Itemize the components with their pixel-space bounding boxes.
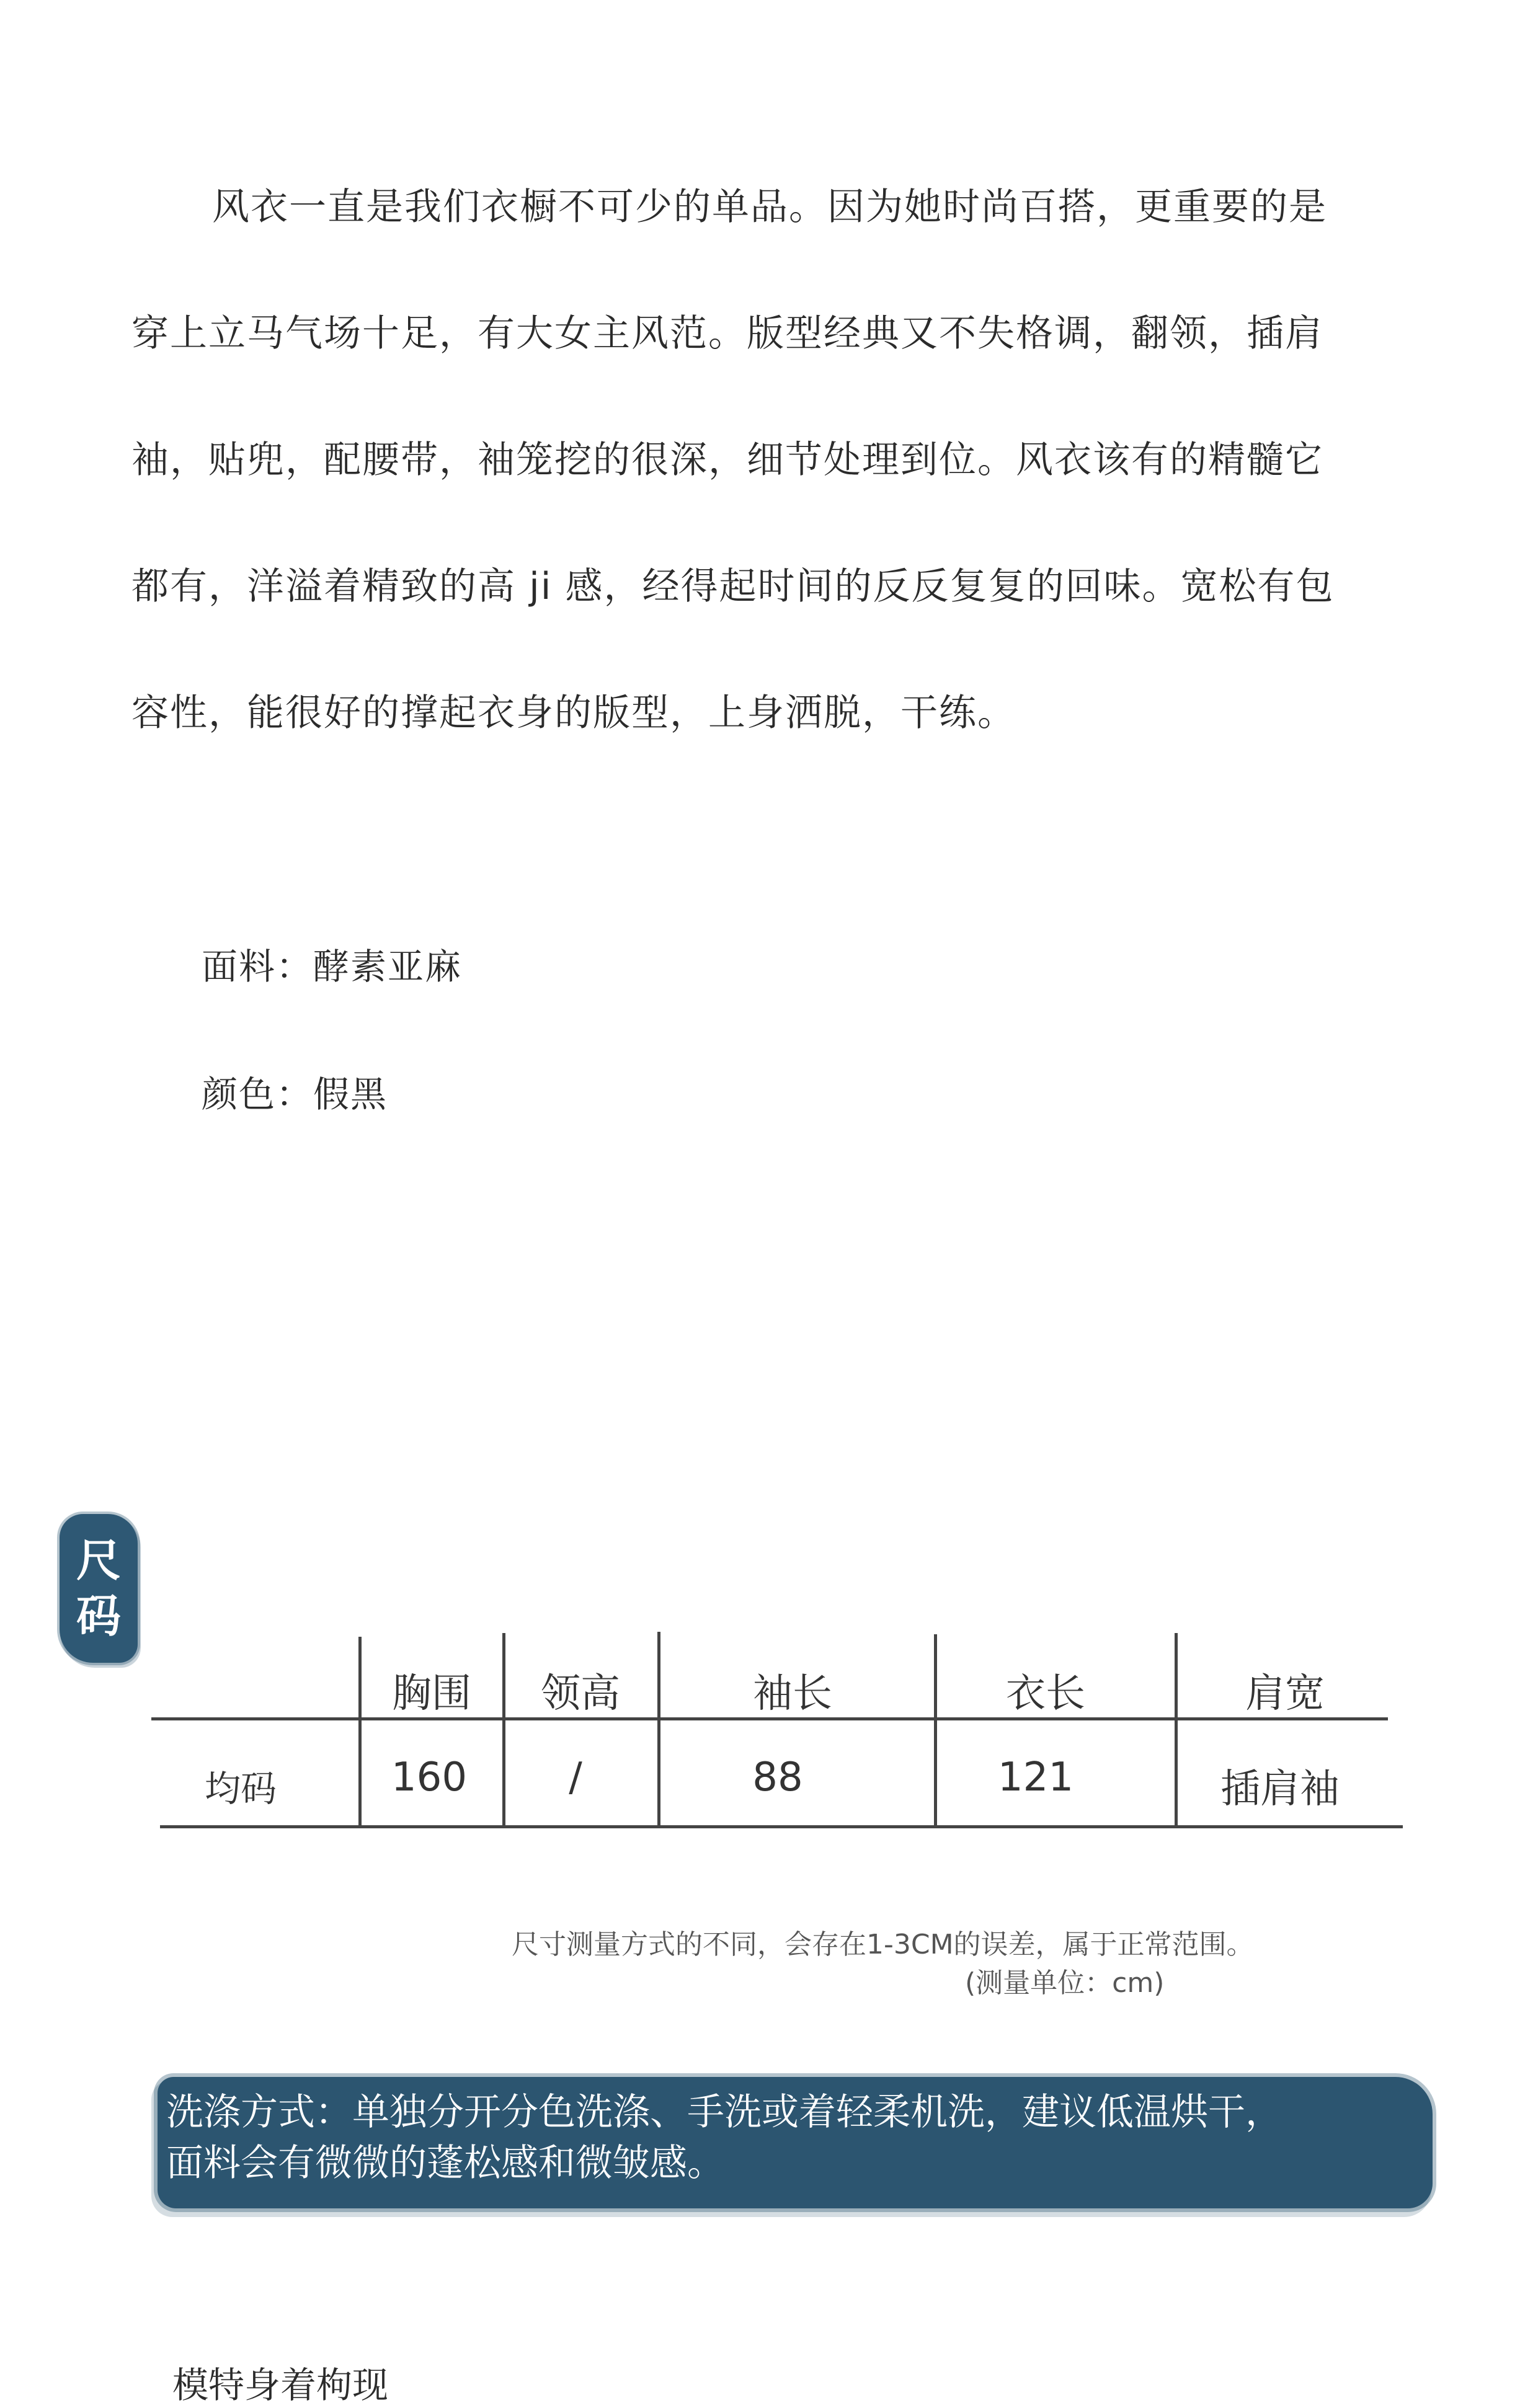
washing-instructions-line: 洗涤方式：单独分开分色洗涤、手洗或着轻柔机洗，建议低温烘干， xyxy=(166,2091,1282,2134)
table-cell-sleeve-length: 88 xyxy=(752,1755,803,1800)
measurement-note: 尺寸测量方式的不同，会存在1-3CM的误差，属于正常范围。 xyxy=(512,1929,1254,1960)
fabric-info: 面料：酵素亚麻 xyxy=(202,945,463,988)
description-line: 袖，贴兜，配腰带，袖笼挖的很深，细节处理到位。风衣该有的精髓它 xyxy=(131,438,1323,482)
description-line: 穿上立马气场十足，有大女主风范。版型经典又不失格调，翻领，插肩 xyxy=(131,312,1323,355)
description-line: 容性，能很好的撑起衣身的版型，上身洒脱，干练。 xyxy=(131,691,1016,735)
table-column-divider xyxy=(934,1634,937,1828)
table-column-divider xyxy=(1175,1633,1178,1828)
color-info: 颜色：假黑 xyxy=(202,1073,388,1115)
table-cell-length: 121 xyxy=(997,1755,1074,1800)
table-header-shoulder: 肩宽 xyxy=(1245,1671,1325,1717)
measurement-unit-note: (测量单位：cm) xyxy=(965,1967,1165,1999)
description-paragraph xyxy=(131,167,1403,800)
size-badge-char: 码 xyxy=(76,1590,121,1642)
table-header-length: 衣长 xyxy=(1006,1671,1085,1717)
table-header-rule xyxy=(151,1717,1388,1720)
table-column-divider xyxy=(358,1637,362,1828)
description-line: 风衣一直是我们衣橱不可少的单品。因为她时尚百搭，更重要的是 xyxy=(212,185,1327,229)
table-header-chest: 胸围 xyxy=(392,1671,471,1717)
description-line: 都有，洋溢着精致的高 ji 感，经得起时间的反反复复的回味。宽松有包 xyxy=(131,565,1335,608)
washing-instructions-line: 面料会有微微的蓬松感和微皱感。 xyxy=(166,2141,724,2185)
table-cell-collar-height: / xyxy=(569,1755,582,1800)
table-column-divider xyxy=(502,1633,505,1828)
washing-instructions-banner xyxy=(158,2077,1433,2208)
table-row-label: 均码 xyxy=(204,1768,277,1810)
table-bottom-rule xyxy=(160,1825,1403,1828)
table-header-collar-height: 领高 xyxy=(541,1671,620,1717)
model-info-cutoff-text: 模特身着枸现 xyxy=(172,2364,389,2406)
size-badge-char: 尺 xyxy=(76,1534,121,1587)
size-section-badge xyxy=(60,1514,138,1663)
table-cell-shoulder: 插肩袖 xyxy=(1220,1766,1340,1812)
table-cell-chest: 160 xyxy=(391,1755,468,1800)
table-header-sleeve-length: 袖长 xyxy=(753,1671,832,1717)
table-column-divider xyxy=(657,1632,660,1828)
